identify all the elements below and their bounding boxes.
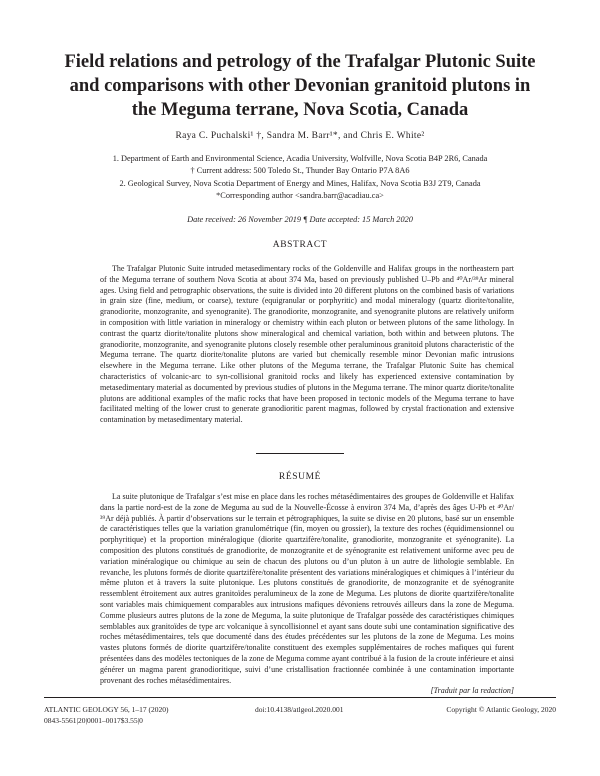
submission-dates: Date received: 26 November 2019 ¶ Date accepted: 15 March 2020 (187, 215, 413, 224)
resume-heading: RÉSUMÉ (278, 472, 322, 482)
current-address: † Current address: 500 Toledo St., Thunder Bay Ontario P7A 8A6 (190, 166, 410, 175)
section-divider (256, 453, 344, 454)
copyright-notice: Copyright © Atlantic Geology, 2020 (446, 705, 556, 714)
translator-note: [Traduit par la redaction] (430, 686, 514, 695)
author-list: Raya C. Puchalski¹ †, Sandra M. Barr¹*, and Chris E. White² (175, 131, 425, 141)
abstract-text: The Trafalgar Plutonic Suite intruded metasedimentary rocks of the Goldenville and Halifax groups in the northeastern part of the Meguma terrane of southern Nova Scotia at about 374 Ma, based on previously published U–Pb and ⁴⁰Ar/³⁹Ar mineral ages. Using field and petrographic observations, the suite is divided into 20 different plutons on the combined basis of variations in grain size (fine, medium, or coarse), texture (equigranular or porphyritic) and modal mineralogy (quartz diorite/tonalite, granodiorite, monzogranite, and syenogranite). The granodiorite, monzogranite, and syenogranite plutons are relatively uniform in composition with little variation in mineralogy or chemistry within each pluton or between plutons of the same lithology. In contrast the quartz diorite/tonalite plutons show mineralogical and chemical variation, both within and between plutons. The granodiorite, monzogranite, and syenogranite plutons closely resemble other peraluminous granitoid plutons characteristic of the Meguma terrane. The quartz diorite/tonalite plutons are varied but chemically resemble minor Devonian mafic intrusions elsewhere in the Meguma terrane. Like other plutons of the Meguma terrane, the Trafalgar Plutonic Suite has chemical characteristics of volcanic-arc to syn-collisional granitoid rocks and likely has experienced extensive contamination by metasedimentary material as documented by previous studies of plutons in the Meguma terrane. The minor quartz diorite/tonalite plutons are additional examples of the mafic rocks that have been proposed in tectonic models of the Meguma terrane to have facilitated melting of the lower crust to generate granodioritic parent magmas, followed by crystal fractionation and extensive contamination by metasedimentary material. (100, 264, 514, 425)
abstract-heading: ABSTRACT (272, 240, 328, 250)
paper-title (40, 50, 560, 122)
footer-rule (44, 697, 556, 698)
doi-link[interactable]: doi:10.4138/atlgeol.2020.001 (255, 705, 344, 714)
title-line-2: and comparisons with other Devonian granitoid plutons in (69, 76, 531, 96)
title-line-3: the Meguma terrane, Nova Scotia, Canada (131, 100, 469, 120)
issn-code: 0843-5561|20|0001–0017$3.55|0 (44, 716, 143, 725)
corresponding-author: *Corresponding author <sandra.barr@acadiau.ca> (216, 191, 384, 200)
affiliation-2: 2. Geological Survey, Nova Scotia Department of Energy and Mines, Halifax, Nova Scotia B3J 2T9, Canada (119, 179, 481, 188)
journal-citation: ATLANTIC GEOLOGY 56, 1–17 (2020) (44, 705, 169, 714)
affiliation-1: 1. Department of Earth and Environmental Science, Acadia University, Wolfville, Nova Scotia B4P 2R6, Canada (112, 154, 488, 163)
title-line-1: Field relations and petrology of the Trafalgar Plutonic Suite (64, 52, 536, 72)
resume-text: La suite plutonique de Trafalgar s’est mise en place dans les roches métasédimentaires des groupes de Goldenville et Halifax dans la partie nord-est de la zone de Meguma au sud de la Nouvelle-Écosse à environ 374 Ma, d’après des âges U-Pb et ⁴⁰Ar/³⁹Ar déjà publiés. À partir d’observations sur le terrain et pétrographiques, la suite se divise en 20 plutons, basé sur un ensemble de caractéristiques telles que la variation granulométrique (fin, moyen ou grossier), la texture des roches (équidimensionnel ou porphyritique) et la proportion minéralogique (diorite quartzifère/tonalite, granodiorite, monzogranite et syénogranite). La composition des plutons constitués de granodiorite, de monzogranite et de syénogranite est relativement uniforme avec peu de variation minéralogique ou chimique au sein de chacun des plutons ou d’un pluton à un autre de lithologie semblable. En revanche, les plutons formés de diorite quartzifère/tonalite présentent des variations minéralogiques et chimiques à l’intérieur du même pluton et à travers la suite plutonique. Les plutons constitués de granodiorite, de monzogranite et de syénogranite ressemblent étroitement aux autres granitoïdes peralumineux de la zone de Meguma. Les plutons de diorite quartzifère/tonalite sont variables mais chimiquement comparables aux intrusions mafiques dévoniens retrouvés ailleurs dans la zone de Meguma. Comme plusieurs autres plutons de la zone de Meguma, la suite plutonique de Trafalgar possède des caractéristiques chimiques semblables aux granitoïdes de type arc volcanique à syncollisionnel et ayant sans doute subi une contamination significative des roches métasédimentaires, tels que documenté dans des études précédentes sur les plutons de la zone de Meguma. Les moins vastes plutons formés de diorite quartzifère/tonalite constituent des exemples supplémentaires de roches mafiques qui furent présentées dans des modèles tectoniques de la zone de Meguma comme ayant contribué à la fusion de la croute inférieure et ainsi générer un magma parent granodioritique, suivi d’une cristallisation fractionnée combinée à une contamination importante provenant des roches métasédimentaires. (100, 492, 514, 685)
